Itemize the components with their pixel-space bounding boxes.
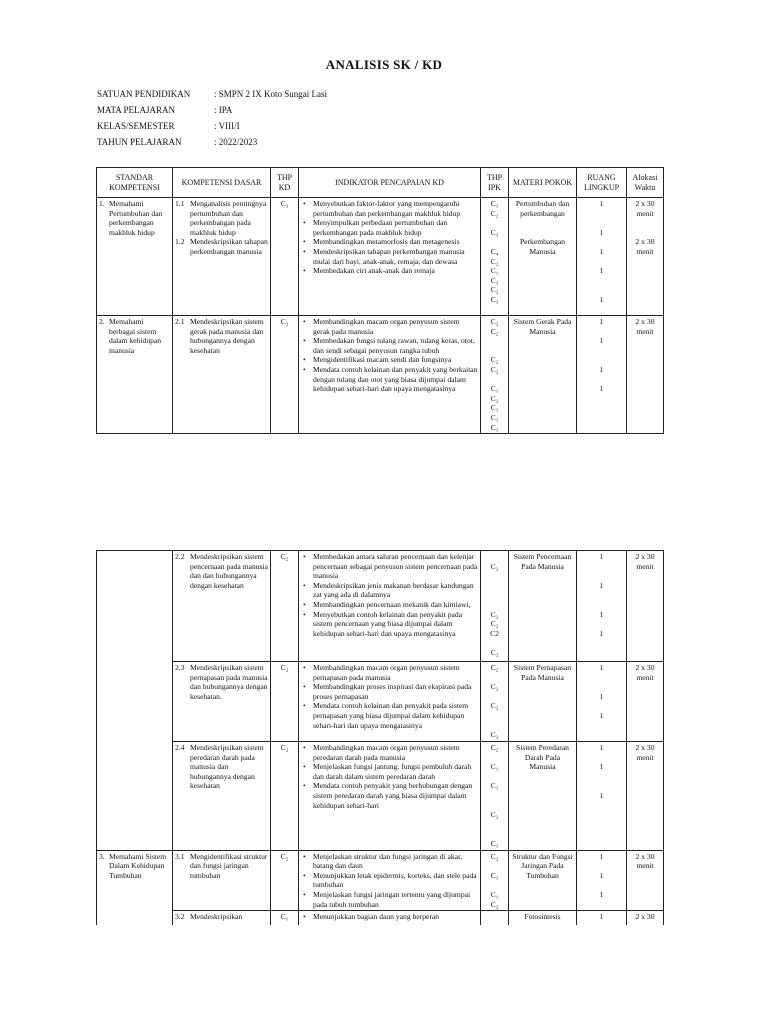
analysis-table: [96, 167, 664, 434]
alokasi-cell: 2 x 30 menit: [627, 551, 664, 662]
info-value: : IPA: [214, 105, 233, 115]
thp-ipk-value: [483, 829, 506, 839]
ruang-cell: 1: [577, 911, 627, 925]
indikator-cell: [299, 316, 481, 434]
header-kd: KOMPETENSI DASAR: [173, 168, 271, 198]
alokasi-text: 2 x 30 menit: [635, 199, 655, 218]
thp-ipk-value: [483, 721, 506, 731]
thp-ipk-value: [483, 880, 506, 890]
thp-ipk-value: [483, 692, 506, 702]
thp-ipk-value: [483, 218, 506, 228]
thp-ipk-value: C₄: [490, 246, 499, 256]
ruang-value: [579, 562, 624, 572]
thp-ipk-value: C₁: [490, 781, 499, 791]
info-value: : 2022/2023: [214, 137, 258, 147]
alokasi-text: 2 x 30 menit: [635, 237, 655, 256]
ruang-value: 1: [599, 609, 604, 619]
thp-ipk-value: C₂: [490, 647, 499, 657]
table-row: [97, 742, 664, 851]
indikator-item: • Menjelaskan struktur dan fungsi jaringan di akar, batang dan daun: [313, 852, 478, 871]
thp-kd-cell: C₂: [271, 316, 299, 434]
thp-ipk-value: [483, 820, 506, 830]
materi-cell: Struktur dan Fungsi Jaringan Pada Tumbuhan: [509, 850, 577, 911]
thp-ipk-value: C₁: [490, 266, 499, 276]
ruang-value: 1: [599, 691, 604, 701]
kd-number: 1.1: [175, 199, 185, 208]
kd-cell: [173, 551, 271, 662]
thp-ipk-value: C₂: [490, 256, 499, 266]
table-row: [97, 316, 664, 434]
ruang-value: [579, 209, 624, 219]
thp-ipk-value: [483, 638, 506, 648]
thp-ipk-value: C₁: [490, 199, 499, 208]
info-row: [97, 102, 327, 118]
thp-ipk-value: C₂: [490, 393, 499, 403]
header-sk: STANDAR KOMPETENSI: [97, 168, 173, 198]
indikator-item: • Mendeskripsikan jenis makanan berdasar kandungan zat yang ada di dalamnya: [313, 581, 478, 600]
thp-ipk-cell: [481, 911, 509, 925]
table-row: [97, 551, 664, 662]
kd-text: Mendeskripsikan sistem pencernaan pada manusia dan dan hubungannya dengan kesehatan: [190, 552, 269, 590]
indikator-item: • Mendeskripsikan tahapan perkembangan manusia mulai dari bayi, anak-anak, remaja, dan dewasa: [313, 247, 478, 266]
thp-ipk-value: C₂: [490, 364, 499, 374]
thp-kd-cell: C₂: [271, 850, 299, 911]
ruang-cell: [577, 662, 627, 742]
ruang-cell: [577, 551, 627, 662]
indikator-item: • Membandingkan macam organ penyusun sistem pernapasan pada manusia: [313, 663, 478, 682]
sk-number: 2.: [99, 317, 105, 326]
ruang-value: [579, 257, 624, 267]
ruang-value: [579, 880, 624, 890]
ruang-value: 1: [599, 317, 604, 326]
materi-cell: Sistem Peredaran Darah Pada Manusia: [509, 742, 577, 851]
indikator-item: • Mendata contoh penyakit yang berhubungan dengan sistem peredaran darah yang biasa dijumpai dalam kehidupan sehari-hari: [313, 781, 478, 810]
thp-kd-cell: C₂: [271, 662, 299, 742]
thp-ipk-value: C2: [490, 628, 499, 638]
indikator-item: • Membandingkan metamorfosis dan metagenesis: [313, 237, 478, 247]
indikator-cell: [299, 911, 481, 925]
header-ruang: RUANG LINGKUP: [577, 168, 627, 198]
thp-ipk-value: C₁: [490, 762, 499, 772]
thp-ipk-value: [483, 581, 506, 591]
header-materi: MATERI POKOK: [509, 168, 577, 198]
materi-text: Perkembangan Manusia: [519, 237, 566, 256]
materi-cell: [509, 198, 577, 316]
thp-ipk-value: C₂: [490, 317, 499, 326]
sk-number: 3.: [99, 851, 105, 861]
indikator-cell: [299, 551, 481, 662]
sk-text: Memahami Pertumbuhan dan perkembangan makhluk hidup: [109, 199, 163, 237]
thp-ipk-cell: [481, 198, 509, 316]
indikator-cell: [299, 198, 481, 316]
info-label: SATUAN PENDIDIKAN: [97, 89, 191, 99]
ruang-value: [579, 276, 624, 286]
table-header-row: [97, 168, 664, 198]
kd-text: Mendeskripsikan sistem pernapasan pada manusia dan hubungannya dengan kesehatan.: [190, 663, 268, 701]
info-label: TAHUN PELAJARAN: [97, 137, 182, 147]
thp-ipk-value: C₂: [490, 285, 499, 295]
ruang-value: 1: [599, 743, 604, 752]
thp-ipk-value: [483, 346, 506, 356]
indikator-item: • Membandingkan macam organ penyusun sistem gerak pada manusia: [313, 317, 478, 336]
kd-number: 3.2: [175, 912, 185, 922]
materi-cell: Sistem Gerak Pada Manusia: [509, 316, 577, 434]
ruang-value: 1: [599, 851, 604, 861]
indikator-item: • Membandingkan proses inspirasi dan ekspirasi pada proses pernapasan: [313, 682, 478, 701]
sk-text: Memahami berbagai sistem dalam kehidupan manusia: [109, 317, 162, 355]
ruang-value: 1: [599, 790, 604, 800]
ruang-value: [579, 355, 624, 365]
kd-number: 1.2: [175, 237, 185, 247]
info-label: KELAS/SEMESTER: [97, 121, 175, 131]
kd-number: 2.2: [175, 552, 185, 561]
kd-number: 2.3: [175, 663, 185, 672]
thp-ipk-value: [483, 791, 506, 801]
thp-kd-cell: C₁: [271, 911, 299, 925]
ruang-value: 1: [599, 246, 604, 256]
thp-ipk-value: C₂: [490, 730, 499, 740]
kd-cell: [173, 850, 271, 911]
ruang-value: 1: [599, 580, 604, 590]
thp-ipk-value: [483, 336, 506, 346]
indikator-item: • Mendata contoh kelainan dan penyakit pada sistem pernapasan yang biasa dijumpai dalam kehidupan sehari-hari dan upaya mengatasinya: [313, 701, 478, 730]
analysis-table-continued: [96, 550, 664, 925]
ruang-value: [579, 772, 624, 782]
ruang-value: 1: [599, 762, 604, 772]
info-row: [97, 134, 327, 150]
indikator-item: • Mengidentifikasi macam sendi dan fungsinya: [313, 355, 478, 365]
ruang-value: [579, 600, 624, 610]
ruang-cell: [577, 850, 627, 911]
thp-ipk-value: C₂: [490, 743, 499, 752]
ruang-value: [579, 682, 624, 692]
thp-ipk-value: C₂: [490, 899, 499, 909]
materi-cell: Sistem Pernapasan Pada Manusia: [509, 662, 577, 742]
thp-ipk-value: [483, 753, 506, 763]
thp-ipk-value: C₂: [490, 701, 499, 711]
thp-ipk-value: C₂: [490, 561, 499, 571]
ruang-value: 1: [599, 870, 604, 880]
thp-ipk-value: C₂: [490, 609, 499, 619]
thp-ipk-value: [483, 571, 506, 581]
indikator-item: • Membandingkan pencernaan mekanik dan kimiawi,: [313, 600, 478, 610]
indikator-item: • Menunjukkan bagian daun yang berperan: [313, 912, 478, 922]
kd-cell: [173, 662, 271, 742]
table-row: [97, 662, 664, 742]
indikator-item: • Menjelaskan fungsi jaringan tertentu yang dijumpai pada tubuh tumbuhan: [313, 890, 478, 909]
ruang-value: 1: [599, 628, 604, 638]
thp-ipk-value: C₃: [490, 275, 499, 285]
identity-block: [97, 86, 327, 150]
thp-ipk-value: C₂: [490, 355, 499, 365]
kd-text: Mendeskripsikan sistem peredaran darah pada manusia dan hubungannya dengan kesehatan: [190, 743, 264, 791]
alokasi-cell: 2 x 30 menit: [627, 850, 664, 911]
thp-ipk-value: [483, 711, 506, 721]
thp-ipk-value: C₂: [490, 208, 499, 218]
header-thp-ipk: THP IPK: [481, 168, 509, 198]
ruang-cell: [577, 742, 627, 851]
indikator-item: • Menyebutkan contoh kelainan dan penyakit pada sistem pencernaan yang biasa dijumpai dalam kehidupan sehari-hari dan upaya mengatasinya: [313, 610, 478, 639]
alokasi-cell: 2 x 30: [627, 911, 664, 925]
thp-ipk-value: C₂: [490, 682, 499, 692]
ruang-value: 1: [599, 227, 604, 237]
thp-ipk-value: [483, 673, 506, 683]
sk-cell: [97, 198, 173, 316]
ruang-value: 1: [599, 552, 604, 561]
thp-ipk-value: C₁: [490, 422, 499, 432]
indikator-item: • Menunjukkan letak epidermis, korteks, dan stele pada tumbuhan: [313, 871, 478, 890]
sk-cell: [97, 551, 173, 851]
sk-cell: [97, 850, 173, 925]
ruang-value: [579, 285, 624, 295]
thp-ipk-value: [483, 801, 506, 811]
thp-ipk-value: [483, 237, 506, 247]
thp-ipk-cell: [481, 850, 509, 911]
thp-ipk-value: [483, 861, 506, 871]
thp-ipk-value: C₂: [490, 663, 499, 672]
thp-ipk-cell: [481, 551, 509, 662]
ruang-value: [579, 237, 624, 247]
thp-ipk-value: C₂: [490, 326, 499, 336]
thp-ipk-value: C₂: [490, 619, 499, 629]
header-thp-kd: THP KD: [271, 168, 299, 198]
ruang-value: [579, 781, 624, 791]
ruang-value: 1: [599, 199, 604, 208]
alokasi-cell: 2 x 30 menit: [627, 316, 664, 434]
thp-ipk-value: C₁: [490, 870, 499, 880]
thp-ipk-value: C₃: [490, 227, 499, 237]
kd-cell: [173, 911, 271, 925]
ruang-value: 1: [599, 336, 604, 346]
thp-kd-cell: C₃: [271, 198, 299, 316]
ruang-value: 1: [599, 266, 604, 276]
indikator-item: • Membedakan fungsi tulang rawan, tulang keras, otot, dan sendi sebagai penyusun rangka tubuh: [313, 336, 478, 355]
ruang-value: 1: [599, 294, 604, 304]
alokasi-cell: [627, 198, 664, 316]
alokasi-cell: 2 x 30 menit: [627, 742, 664, 851]
thp-ipk-value: [483, 590, 506, 600]
ruang-value: 1: [599, 384, 604, 394]
ruang-value: [579, 327, 624, 337]
indikator-item: • Membedakan antara saluran pencernaan dan kelenjar pencernaan sebagai penyusun sistem pencernaan pada manusia: [313, 552, 478, 581]
ruang-value: [579, 375, 624, 385]
ruang-value: [579, 619, 624, 629]
indikator-item: • Membedakan ciri anak-anak dan remaja: [313, 266, 478, 276]
indikator-item: • Menjelaskan fungsi jantung, fungsi pembuluh darah dan darah dalam sistem peredaran darah: [313, 762, 478, 781]
info-row: [97, 86, 327, 102]
info-row: [97, 118, 327, 134]
ruang-value: [579, 346, 624, 356]
thp-ipk-value: C₁: [490, 384, 499, 394]
ruang-value: [579, 673, 624, 683]
thp-ipk-cell: [481, 742, 509, 851]
materi-cell: Sistem Pencernaan Pada Manusia: [509, 551, 577, 662]
kd-text: Mendeskripsikan: [190, 912, 243, 922]
thp-ipk-cell: [481, 316, 509, 434]
ruang-value: 1: [599, 889, 604, 899]
materi-text: Pertumbuhan dan perkembangan: [515, 199, 570, 218]
kd-cell: [173, 316, 271, 434]
table-row: [97, 198, 664, 316]
thp-ipk-value: [483, 552, 506, 562]
indikator-item: • Mendata contoh kelainan dan penyakit yang berkaitan dengan tulang dan otot yang biasa dijumpai dalam kehidupan sehari-hari dan upaya mengatasinya: [313, 365, 478, 394]
sk-cell: [97, 316, 173, 434]
ruang-value: [579, 701, 624, 711]
thp-ipk-value: [483, 375, 506, 385]
thp-ipk-value: C₃: [490, 294, 499, 304]
ruang-value: [579, 590, 624, 600]
ruang-value: [579, 861, 624, 871]
info-label: MATA PELAJARAN: [97, 105, 176, 115]
table-row: [97, 850, 664, 911]
materi-cell: Fotosintesis: [509, 911, 577, 925]
header-indikator: INDIKATOR PENCAPAIAN KD: [299, 168, 481, 198]
header-alokasi: Alokasi Waktu: [627, 168, 664, 198]
kd-text: Mendeskripsikan tahapan perkembangan manusia: [190, 237, 268, 256]
thp-kd-cell: C₂: [271, 742, 299, 851]
thp-ipk-value: C₁: [490, 412, 499, 422]
kd-text: Menganalisis pentingnya pertumbuhan dan perkembangan pada makhluk hidup: [190, 199, 267, 237]
indikator-cell: [299, 662, 481, 742]
document-title: ANALISIS SK / KD: [325, 57, 443, 72]
info-value: : VIII/I: [214, 121, 240, 131]
kd-text: Mengidentifikasi struktur dan fungsi jaringan tumbuhan: [190, 851, 268, 880]
thp-ipk-value: [483, 772, 506, 782]
kd-cell: [173, 198, 271, 316]
indikator-item: • Menyimpulkan perbedaan pertumbuhan dan perkembangan pada makhluk hidup: [313, 218, 478, 237]
sk-text: Memahami Sistem Dalam Kehidupan Tumbuhan: [109, 851, 167, 880]
thp-ipk-cell: [481, 662, 509, 742]
ruang-value: 1: [599, 663, 604, 672]
indikator-item: • Menyebutkan faktor-faktor yang mempengaruhi pertumbuhan dan perkembangan makhluk hidup: [313, 199, 478, 218]
info-value: : SMPN 2 IX Koto Sungai Lasi: [214, 89, 328, 99]
ruang-value: [579, 571, 624, 581]
kd-number: 2.4: [175, 743, 185, 752]
kd-number: 3.1: [175, 851, 185, 861]
ruang-cell: [577, 316, 627, 434]
ruang-cell: [577, 198, 627, 316]
kd-text: Mendeskripsikan sistem gerak pada manusia dan hubungannya dengan kesehatan: [190, 317, 264, 355]
thp-ipk-value: C₁: [490, 889, 499, 899]
indikator-item: • Membandingkan macam organ penyusun sistem peredaran darah pada manusia: [313, 743, 478, 762]
thp-ipk-value: C₁: [490, 838, 499, 848]
ruang-value: [579, 753, 624, 763]
table-row: [97, 911, 664, 925]
thp-ipk-value: C₁: [490, 403, 499, 413]
indikator-cell: [299, 850, 481, 911]
kd-cell: [173, 742, 271, 851]
kd-number: 2.1: [175, 317, 185, 326]
thp-kd-cell: C₂: [271, 551, 299, 662]
ruang-value: 1: [599, 364, 604, 374]
sk-number: 1.: [99, 199, 105, 208]
thp-ipk-value: C₂: [490, 810, 499, 820]
indikator-cell: [299, 742, 481, 851]
ruang-value: 1: [599, 710, 604, 720]
thp-ipk-value: [483, 600, 506, 610]
alokasi-cell: 2 x 30 menit: [627, 662, 664, 742]
ruang-value: [579, 218, 624, 228]
thp-ipk-value: C₂: [490, 851, 499, 861]
